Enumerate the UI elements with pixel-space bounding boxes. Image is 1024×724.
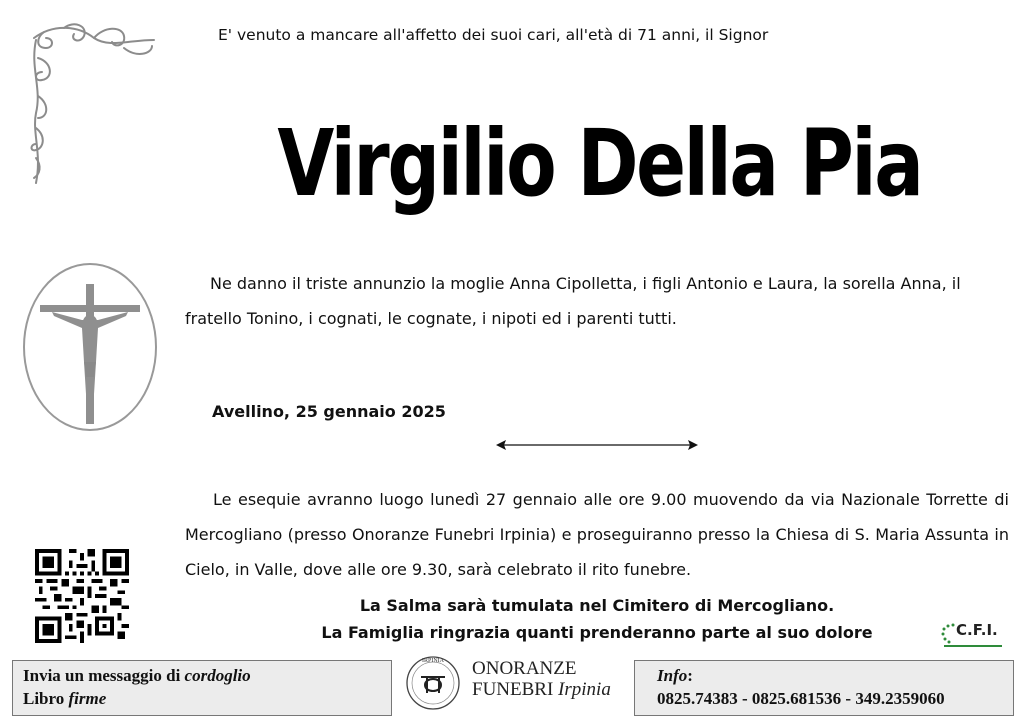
burial-line: La Salma sarà tumulata nel Cimitero di Mercogliano.	[359, 596, 835, 615]
crucifix-oval-icon	[22, 262, 158, 432]
funeral-details-paragraph: Le esequie avranno luogo lunedì 27 gennaio alle ore 9.00 muovendo da via Nazionale Torrette di Mercogliano (presso Onoranze Funebri Irpinia) e proseguiranno presso la Chiesa di S. Maria Assunta in Cielo, in Valle, dove alle ore 9.30, sarà celebrato il rito funebre.	[185, 490, 1009, 579]
logo-top-text: IRPINIA	[422, 658, 444, 664]
phone-numbers[interactable]: 0825.74383 - 0825.681536 - 349.2359060	[657, 689, 945, 708]
thanks-line: La Famiglia ringrazia quanti prenderanno parte al suo dolore	[321, 623, 873, 642]
guestbook-prefix: Libro	[23, 689, 69, 708]
funeral-home-logo-icon	[403, 651, 463, 711]
info-box	[634, 660, 1014, 716]
funeral-home-line1: ONORANZE	[472, 658, 577, 679]
deceased-name: Virgilio Della Pia	[277, 110, 922, 217]
funeral-home-name	[472, 658, 611, 700]
guestbook-emphasis: firme	[68, 689, 107, 708]
condolence-link[interactable]	[23, 666, 251, 686]
guestbook-link[interactable]	[23, 689, 106, 709]
condolence-box[interactable]	[12, 660, 392, 716]
double-arrow-divider-icon	[496, 438, 698, 452]
cfi-text: C.F.I.	[956, 621, 998, 639]
condolence-prefix: Invia un messaggio di	[23, 666, 185, 685]
info-label: Info	[657, 666, 688, 685]
condolence-emphasis: cordoglio	[184, 666, 251, 685]
info-heading	[657, 666, 693, 686]
cfi-logo	[940, 618, 1004, 650]
funeral-home-line2	[472, 679, 611, 700]
intro-text: E' venuto a mancare all'affetto dei suoi cari, all'età di 71 anni, il Signor	[218, 26, 769, 44]
announcement-paragraph: Ne danno il triste annunzio la moglie Anna Cipolletta, i figli Antonio e Laura, la sorella Anna, il fratello Tonino, i cognati, le cognate, i nipoti ed i parenti tutti.	[185, 274, 961, 328]
qr-code-icon[interactable]	[35, 549, 129, 643]
funeral-home-line2a: FUNEBRI	[472, 679, 559, 700]
info-colon: :	[687, 666, 693, 685]
funeral-home-line2b: Irpinia	[558, 679, 611, 700]
place-date: Avellino, 25 gennaio 2025	[212, 402, 446, 421]
